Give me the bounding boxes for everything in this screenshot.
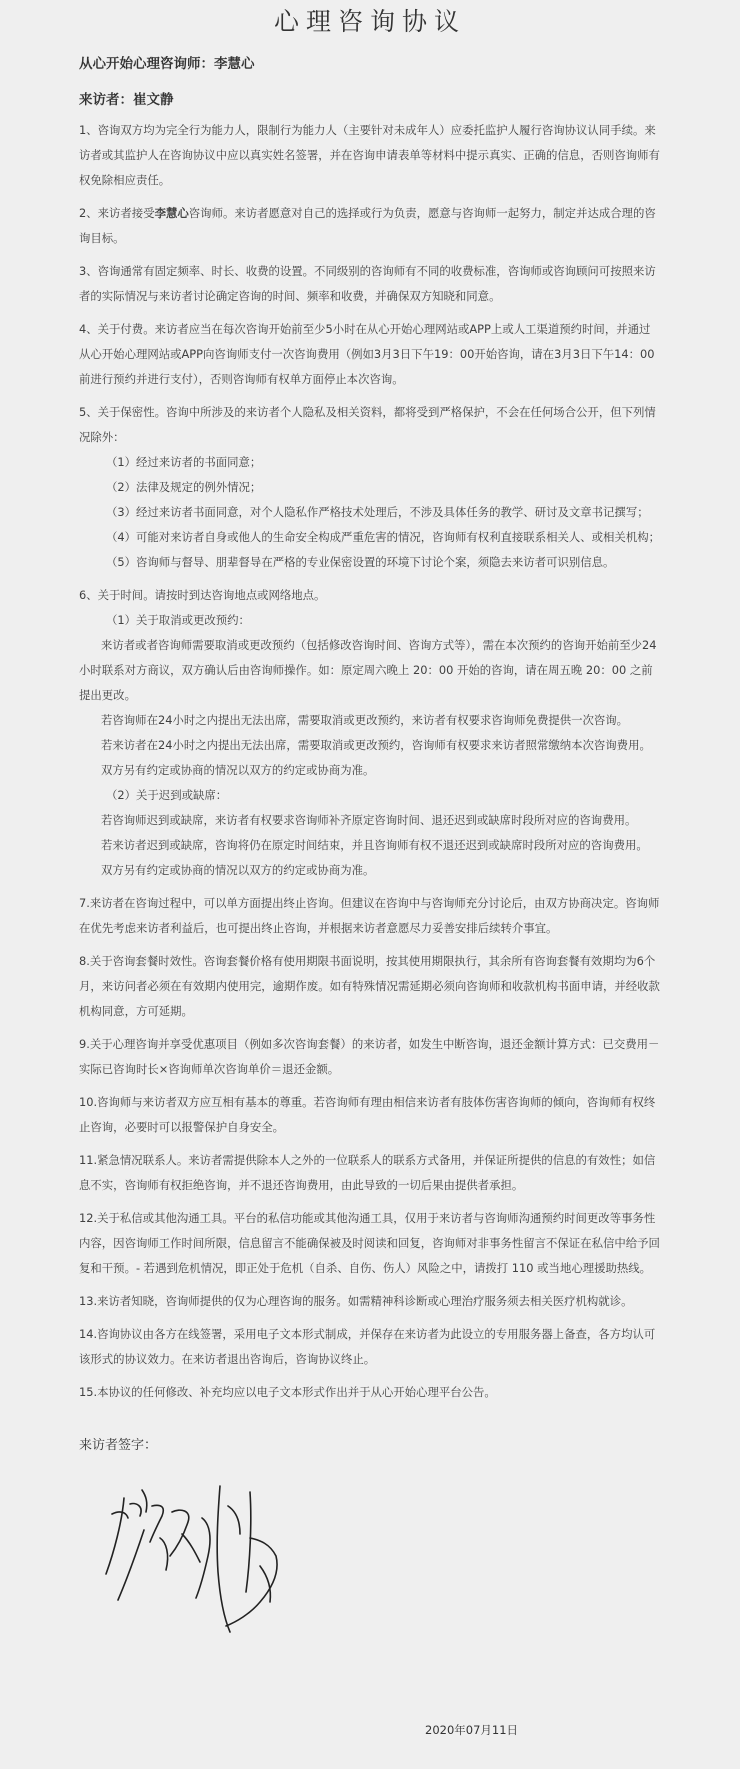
clause-1-text: 1、咨询双方均为完全行为能力人，限制行为能力人（主要针对未成年人）应委托监护人履行咨询协议认同手续。来访者或其监护人在咨询协议中应以真实姓名签署，并在咨询申请表单等材料中提示真实、正确的信息，否则咨询师有权免除相应责任。 xyxy=(79,123,660,187)
clause-6-paragraph: 若来访者在24小时之内提出无法出席，需要取消或更改预约，咨询师有权要求来访者照常缴纳本次咨询费用。 xyxy=(101,738,651,752)
clause-3-text: 3、咨询通常有固定频率、时长、收费的设置。不同级别的咨询师有不同的收费标准，咨询师或咨询顾问可按照来访者的实际情况与来访者讨论确定咨询的时间、频率和收费，并确保双方知晓和同意。 xyxy=(79,264,656,303)
clause-7-text: 7.来访者在咨询过程中，可以单方面提出终止咨询。但建议在咨询中与咨询师充分讨论后，由双方协商决定。咨询师在优先考虑来访者利益后，也可提出终止咨询，并根据来访者意愿尽力妥善安排后续转介事宜。 xyxy=(79,896,660,935)
clause-6-subhead-late: （2）关于迟到或缺席： xyxy=(106,788,228,802)
counselor-line: 从心开始心理咨询师：李慧心 xyxy=(79,56,255,72)
clause-8 xyxy=(79,949,661,1024)
clause-15-text: 15.本协议的任何修改、补充均应以电子文本形式作出并于从心开始心理平台公告。 xyxy=(79,1385,496,1399)
clause-5 xyxy=(79,400,661,575)
visitor-line: 来访者：崔文静 xyxy=(79,92,174,108)
clause-3 xyxy=(79,259,661,309)
clause-4-text: 4、关于付费。来访者应当在每次咨询开始前至少5小时在从心开始心理网站或APP上或人工渠道预约时间，并通过从心开始心理网站或APP向咨询师支付一次咨询费用（例如3月3日下午19：00开始咨询，请在3月3日下午14：00前进行预约并进行支付），否则咨询师有权单方面停止本次咨询。 xyxy=(79,322,655,386)
clause-13 xyxy=(79,1289,661,1314)
clause-6-subhead-cancel: （1）关于取消或更改预约： xyxy=(106,613,250,627)
clause-2-text xyxy=(79,201,661,251)
clause-1 xyxy=(79,118,661,193)
clause-11 xyxy=(79,1148,661,1198)
counselor-name: 李慧心 xyxy=(154,206,189,220)
clause-6-paragraph: 来访者或者咨询师需要取消或更改预约（包括修改咨询时间、咨询方式等），需在本次预约的咨询开始前至少24小时联系对方商议，双方确认后由咨询师操作。如：原定周六晚上 20：00 开始的咨询，请在周五晚 20：00 之前提出更改。 xyxy=(79,638,657,702)
clause-14 xyxy=(79,1322,661,1372)
clause-5-item: （3）经过来访者书面同意，对个人隐私作严格技术处理后，不涉及具体任务的教学、研讨及文章书记撰写； xyxy=(106,505,649,519)
clause-14-text: 14.咨询协议由各方在线签署，采用电子文本形式制成，并保存在来访者为此设立的专用服务器上备查，各方均认可该形式的协议效力。在来访者退出咨询后，咨询协议终止。 xyxy=(79,1327,656,1366)
clause-2-pre: 2、来访者接受 xyxy=(79,206,155,220)
clause-6-paragraph: 若来访者迟到或缺席，咨询将仍在原定时间结束，并且咨询师有权不退还迟到或缺席时段所对应的咨询费用。 xyxy=(101,838,648,852)
clause-2-post: 咨询师。来访者愿意对自己的选择或行为负责，愿意与咨询师一起努力，制定并达成合理的咨询目标。 xyxy=(79,206,656,245)
clause-6-paragraph: 双方另有约定或协商的情况以双方的约定或协商为准。 xyxy=(101,763,375,777)
clause-5-item: （1）经过来访者的书面同意； xyxy=(106,455,262,469)
clause-7 xyxy=(79,891,661,941)
clause-9-text: 9.关于心理咨询并享受优惠项目（例如多次咨询套餐）的来访者，如发生中断咨询，退还金额计算方式：已交费用－实际已咨询时长×咨询师单次咨询单价＝退还金额。 xyxy=(79,1037,660,1076)
clause-5-item: （2）法律及规定的例外情况； xyxy=(106,480,262,494)
clause-10 xyxy=(79,1090,661,1140)
clause-4 xyxy=(79,317,661,392)
clause-11-text: 11.紧急情况联系人。来访者需提供除本人之外的一位联系人的联系方式备用，并保证所提供的信息的有效性；如信息不实，咨询师有权拒绝咨询，并不退还咨询费用，由此导致的一切后果由提供者承担。 xyxy=(79,1153,656,1192)
clause-6-paragraph: 若咨询师在24小时之内提出无法出席，需要取消或更改预约，来访者有权要求咨询师免费提供一次咨询。 xyxy=(101,713,629,727)
signature-label: 来访者签字： xyxy=(79,1438,158,1453)
clause-12-text: 12.关于私信或其他沟通工具。平台的私信功能或其他沟通工具，仅用于来访者与咨询师沟通预约时间更改等事务性内容，因咨询师工作时间所限，信息留言不能确保被及时阅读和回复，咨询师对非事务性留言不保证在私信中给予回复和干预。- 若遇到危机情况，即正处于危机（自杀、自伤、伤人）风险之中，请拨打 110 或当地心理援助热线。 xyxy=(79,1211,660,1275)
handwritten-signature xyxy=(100,1482,320,1642)
clause-12 xyxy=(79,1206,661,1281)
clause-10-text: 10.咨询师与来访者双方应互相有基本的尊重。若咨询师有理由相信来访者有肢体伤害咨询师的倾向，咨询师有权终止咨询，必要时可以报警保护自身安全。 xyxy=(79,1095,656,1134)
clauses xyxy=(79,118,661,1413)
clause-6-paragraph: 若咨询师迟到或缺席，来访者有权要求咨询师补齐原定咨询时间、退还迟到或缺席时段所对应的咨询费用。 xyxy=(101,813,637,827)
clause-6 xyxy=(79,583,661,883)
clause-8-text: 8.关于咨询套餐时效性。咨询套餐价格有使用期限书面说明，按其使用期限执行，其余所有咨询套餐有效期均为6个月，来访问者必须在有效期内使用完，逾期作废。如有特殊情况需延期必须向咨询师和收款机构书面申请，并经收款机构同意，方可延期。 xyxy=(79,954,660,1018)
clause-13-text: 13.来访者知晓，咨询师提供的仅为心理咨询的服务。如需精神科诊断或心理治疗服务须去相关医疗机构就诊。 xyxy=(79,1294,633,1308)
clause-9 xyxy=(79,1032,661,1082)
clause-5-item: （5）咨询师与督导、朋辈督导在严格的专业保密设置的环境下讨论个案，须隐去来访者可识别信息。 xyxy=(106,555,615,569)
clause-15 xyxy=(79,1380,661,1405)
clause-6-paragraph: 双方另有约定或协商的情况以双方的约定或协商为准。 xyxy=(101,863,375,877)
clause-5-item: （4）可能对来访者自身或他人的生命安全构成严重危害的情况，咨询师有权利直接联系相关人、或相关机构； xyxy=(106,530,660,544)
document-title: 心理咨询协议 xyxy=(273,7,466,36)
signature-date: 2020年07月11日 xyxy=(425,1723,519,1737)
clause-5-text: 5、关于保密性。咨询中所涉及的来访者个人隐私及相关资料，都将受到严格保护，不会在任何场合公开，但下列情况除外： xyxy=(79,405,656,444)
clause-6-text: 6、关于时间。请按时到达咨询地点或网络地点。 xyxy=(79,588,326,602)
clause-2 xyxy=(79,201,661,251)
